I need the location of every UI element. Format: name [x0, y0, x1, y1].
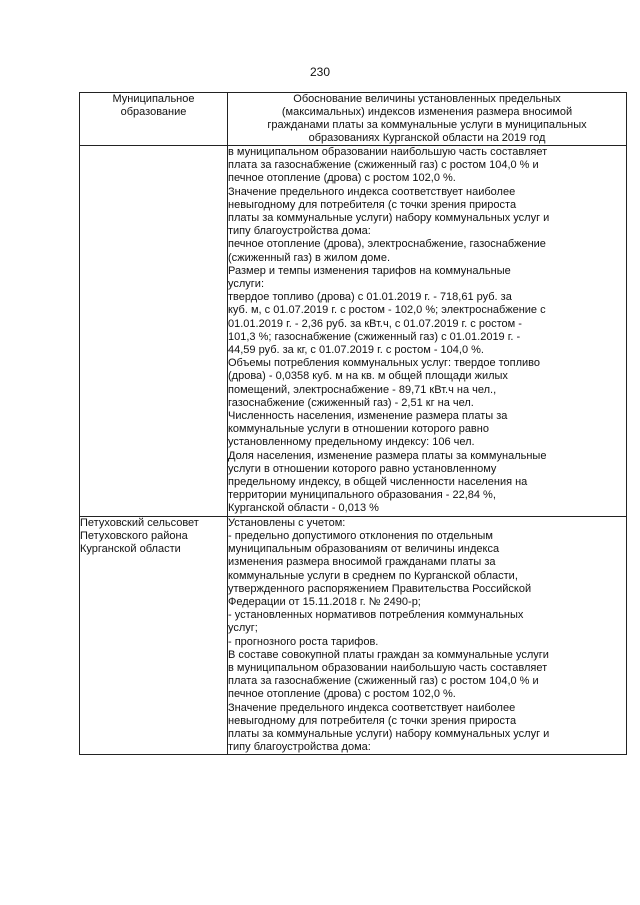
text-line: территории муниципального образования - 22,84 %,	[228, 489, 496, 502]
text-line: Федерации от 15.11.2018 г. № 2490-р;	[228, 595, 421, 608]
text-line: Численность населения, изменение размера платы за	[228, 410, 508, 423]
text-line: Значение предельного индекса соответствует наиболее	[228, 185, 516, 198]
text-line: 101,3 %; газоснабжение (сжиженный газ) с 01.01.2019 г. -	[228, 330, 521, 343]
municipality-cell	[80, 146, 228, 517]
text-line: услуги в отношении которого равно установленному	[228, 462, 497, 475]
text-line: невыгодному для потребителя (с точки зрения прироста	[228, 714, 517, 727]
municipality-line: Петуховского района	[80, 529, 188, 542]
table-row	[80, 516, 627, 755]
text-line: печное отопление (дрова) с ростом 102,0 %.	[228, 172, 456, 185]
text-line: (дрова) - 0,0358 куб. м на кв. м общей площади жилых	[228, 370, 508, 383]
text-line: печное отопление (дрова), электроснабжение, газоснабжение	[228, 238, 546, 251]
text-line: платы за коммунальные услуги) набору коммунальных услуг и	[228, 212, 550, 225]
text-line: (сжиженный газ) в жилом доме.	[228, 251, 391, 264]
text-line: услуги:	[228, 278, 265, 291]
text-line: типу благоустройства дома:	[228, 741, 371, 754]
text-line: - прогнозного роста тарифов.	[228, 635, 379, 648]
municipality-line: Петуховский сельсовет	[80, 516, 199, 529]
text-line: плата за газоснабжение (сжиженный газ) с ростом 104,0 % и	[228, 159, 539, 172]
header-municipality-line: образование	[120, 106, 187, 118]
text-line: твердое топливо (дрова) с 01.01.2019 г. - 718,61 руб. за	[228, 291, 512, 304]
text-line: муниципальным образованиям от величины индекса	[228, 543, 500, 556]
text-line: изменения размера вносимой гражданами платы за	[228, 556, 496, 569]
text-line: установленному предельному индексу: 106 чел.	[228, 436, 475, 449]
text-line: невыгодному для потребителя (с точки зрения прироста	[228, 198, 517, 211]
municipality-cell	[80, 516, 228, 755]
header-justification	[228, 93, 627, 146]
header-justification-line: Обоснование величины установленных предельных	[293, 93, 561, 105]
text-line: помещений, электроснабжение - 89,71 кВт.ч на чел.,	[228, 383, 497, 396]
table-row	[80, 146, 627, 517]
text-line: в муниципальном образовании наибольшую часть составляет	[228, 146, 548, 158]
header-justification-line: (максимальных) индексов изменения размера вносимой	[281, 106, 573, 118]
text-line: платы за коммунальные услуги) набору коммунальных услуг и	[228, 727, 550, 740]
table-header-row	[80, 93, 627, 146]
text-line: куб. м, с 01.07.2019 г. с ростом - 102,0 %; электроснабжение с	[228, 304, 546, 317]
justification-cell	[228, 146, 627, 517]
page-number: 230	[309, 65, 331, 79]
justification-table	[79, 92, 627, 755]
header-justification-line: образованиях Курганской области на 2019 год	[308, 132, 546, 144]
header-municipality	[80, 93, 228, 146]
text-line: газоснабжение (сжиженный газ) - 2,51 кг на чел.	[228, 396, 474, 409]
municipality-line: Курганской области	[80, 542, 181, 555]
text-line: Доля населения, изменение размера платы за коммунальные	[228, 449, 547, 462]
text-line: печное отопление (дрова) с ростом 102,0 %.	[228, 688, 456, 701]
justification-cell	[228, 516, 627, 755]
header-justification-line: гражданами платы за коммунальные услуги в муниципальных	[267, 119, 587, 131]
text-line: 01.01.2019 г. - 2,36 руб. за кВт.ч, с 01.07.2019 г. с ростом -	[228, 317, 522, 330]
text-line: Установлены с учетом:	[228, 516, 346, 529]
text-line: коммунальные услуги в среднем по Курганской области,	[228, 569, 518, 582]
text-line: коммунальные услуги в отношении которого равно	[228, 423, 489, 436]
text-line: предельному индексу, в общей численности населения на	[228, 476, 528, 489]
text-line: плата за газоснабжение (сжиженный газ) с ростом 104,0 % и	[228, 675, 539, 688]
text-line: Курганской области - 0,013 %	[228, 502, 379, 515]
text-line: типу благоустройства дома:	[228, 225, 371, 238]
text-line: утвержденного распоряжением Правительства Российской	[228, 582, 532, 595]
text-line: В составе совокупной платы граждан за коммунальные услуги	[228, 648, 549, 661]
header-municipality-line: Муниципальное	[112, 93, 195, 105]
text-line: 44,59 руб. за кг, с 01.07.2019 г. с ростом - 104,0 %.	[228, 344, 484, 357]
text-line: услуг;	[228, 622, 258, 635]
text-line: - установленных нормативов потребления коммунальных	[228, 609, 524, 622]
text-line: Размер и темпы изменения тарифов на коммунальные	[228, 264, 511, 277]
text-line: в муниципальном образовании наибольшую часть составляет	[228, 661, 548, 674]
text-line: Значение предельного индекса соответствует наиболее	[228, 701, 516, 714]
text-line: - предельно допустимого отклонения по отдельным	[228, 529, 493, 542]
text-line: Объемы потребления коммунальных услуг: твердое топливо	[228, 357, 541, 370]
